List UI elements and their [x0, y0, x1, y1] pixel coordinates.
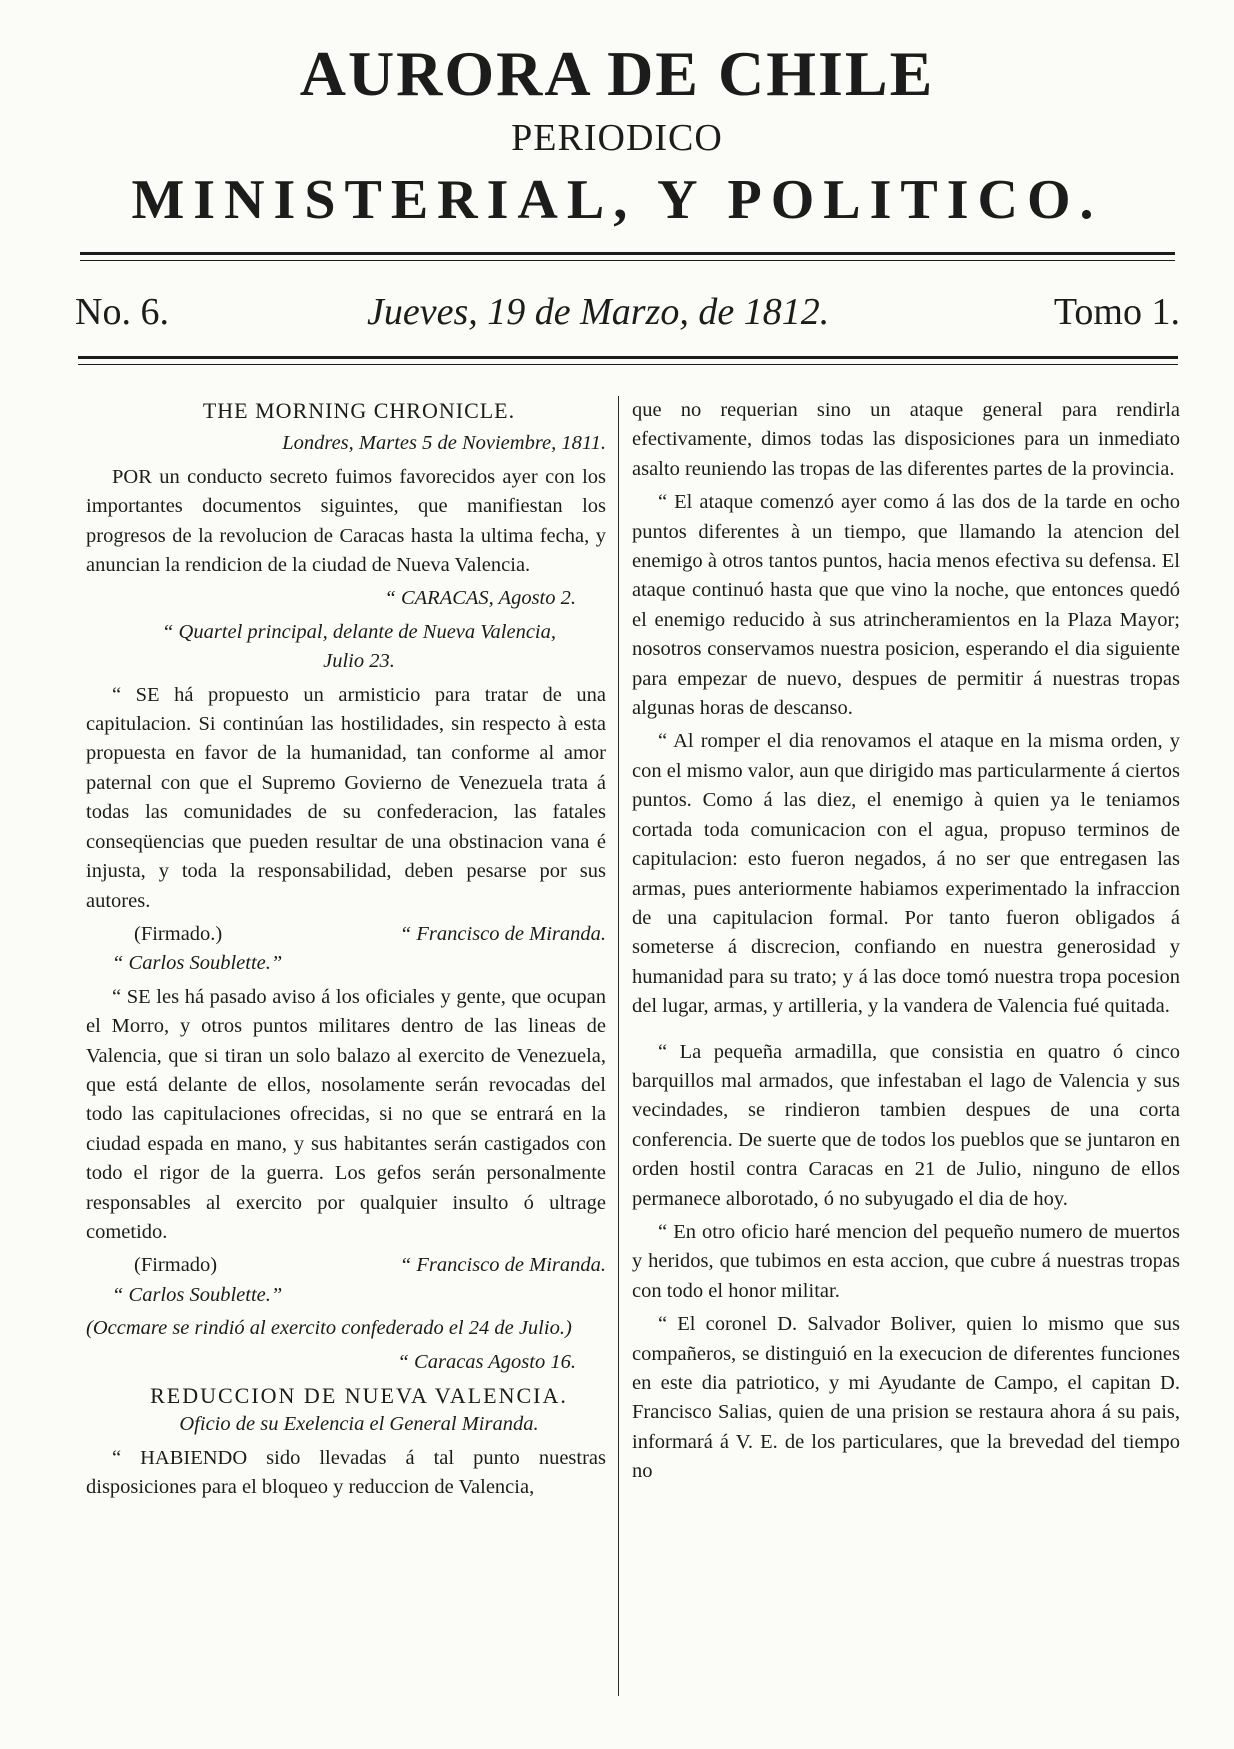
signature-line-1 — [86, 920, 606, 949]
left-column — [86, 396, 606, 1507]
doc2-body: “ SE les há pasado aviso á los oficiales y gente, que ocupan el Morro, y otros puntos militares dentro de las lineas de Valencia, que si tiran un solo balazo al exercito de Venezuela, que está delante de ellos, nosolamente serán revocadas del todo las capitulaciones ofrecidas, si no que se entrará en la ciudad espada en mano, y sus habitantes serán castigados con todo el rigor de la guerra. Los gefos serán personalmente responsables al exercito por qualquier insulto ó ultrage cometido. — [86, 985, 606, 1243]
signature-name-2: “ Carlos Soublette.” — [112, 952, 283, 975]
signature-name: “ Francisco de Miranda. — [399, 1254, 606, 1277]
signature-name: “ Francisco de Miranda. — [399, 922, 606, 945]
issue-number: No. 6. — [75, 291, 169, 333]
doc1-body: “ SE há propuesto un armisticio para tratar de una capitulacion. Si continúan las hostilidades, sin respecto à esta propuesta en favor de la humanidad, tan conforme al amor paternal con que el Supremo Govierno de Venezuela trata á todas las comunidades de su confederacion, las fatales conseqüencias que pueden resultar de una obstinacion vana é injusta, y toda la responsabilidad, deben pesarse por sus autores. — [86, 683, 606, 912]
paragraph-attack: “ El ataque comenzó ayer como á las dos de la tarde en ocho puntos diferentes à un tiempo, que llamando la atencion del enemigo à otros tantos puntos, hacia menos efectiva su defensa. El ataque continuó hasta que que vino la noche, que entonces quedó el enemigo reducido à sus atrincheramientos en la Plaza Mayor; nosotros conservamos nuestra posicion, esperando el dia siguiente para empezar de nuevo, despues de permitir á nuestras tropas algunas horas de descanso. — [632, 491, 1180, 720]
doc1-header-date: Julio 23. — [323, 650, 395, 673]
paragraph-armadilla: “ La pequeña armadilla, que consistia en quatro ó cinco barquillos mal armados, que infestaban el lago de Valencia y sus vecindades, se rindieron tambien despues de una corta conferencia. De suerte que de todos los pueblos que se juntaron en orden hostil contra Caracas en 21 de Julio, ninguno de ellos permanece alborotado, ó no subyugado el dia de hoy. — [632, 1040, 1180, 1210]
issue-date: Jueves, 19 de Marzo, de 1812. — [367, 291, 830, 333]
right-column — [632, 396, 1180, 1491]
section-heading: THE MORNING CHRONICLE. — [202, 398, 516, 423]
top-double-rule — [80, 252, 1175, 261]
doc3-body: “ HABIENDO sido llevadas á tal punto nuestras disposiciones para el bloqueo y reduccion de Valencia, — [86, 1446, 606, 1499]
paragraph-renewal: “ Al romper el dia renovamos el ataque en la misma orden, y con el mismo valor, aun que dirigido mas particularmente á ciertos puntos. Como á las diez, el enemigo à quien ya le teniamos cortada toda comunicacion con el agua, propuso terminos de capitulacion: esto fueron negados, á no ser que entregasen las armas, pues anteriormente habiamos experimentado la infraccion de una capitulacion formal. Por tanto fueron obligados á someterse á discrecion, confiando en nuestra generosidad y humanidad para su trato; y á las doce tomó nuestra tropa pocesion del lugar, armas, y artilleria, y la vandera de Valencia fué quitada. — [632, 730, 1180, 1018]
signed-label: (Firmado) — [134, 1254, 218, 1277]
newspaper-title: AURORA DE CHILE — [299, 38, 935, 109]
issue-dateline — [75, 290, 1180, 340]
doc3-title: REDUCCION DE NUEVA VALENCIA. — [150, 1383, 568, 1408]
doc1-header: “ Quartel principal, delante de Nueva Valencia, — [162, 620, 556, 643]
masthead — [0, 38, 1234, 232]
paragraph-casualties: “ En otro oficio haré mencion del pequeño numero de muertos y heridos, que tubimos en esta accion, que cubre á nuestras tropas con todo el honor militar. — [632, 1220, 1180, 1302]
signature-line-2 — [86, 1251, 606, 1280]
issue-volume: Tomo 1. — [1053, 291, 1180, 333]
editorial-note: (Occmare se rindió al exercito confederado el 24 de Julio.) — [86, 1317, 572, 1340]
signed-label: (Firmado.) — [134, 922, 223, 945]
section-dateline: Londres, Martes 5 de Noviembre, 1811. — [282, 432, 606, 455]
newspaper-subtitle-2: MINISTERIAL, Y POLITICO. — [131, 169, 1103, 231]
column-divider — [618, 396, 619, 1696]
newspaper-subtitle: PERIODICO — [511, 117, 723, 159]
doc3-subtitle: Oficio de su Exelencia el General Miranda. — [179, 1413, 539, 1436]
doc3-place: “ Caracas Agosto 16. — [397, 1350, 576, 1373]
paragraph-boliver: “ El coronel D. Salvador Boliver, quien lo mismo que sus compañeros, se distinguió en la execucion de diferentes funciones en este dia patriotico, y mi Ayudante de Campo, el capitan D. Francisco Salias, quien de una prision se restaura ahora á su pais, informará á V. E. de los particulares, que la brevedad del tiempo no — [632, 1313, 1180, 1483]
bottom-double-rule — [78, 356, 1178, 365]
doc1-place: “ CARACAS, Agosto 2. — [384, 587, 576, 610]
signature-name-2: “ Carlos Soublette.” — [112, 1283, 283, 1306]
continued-paragraph: que no requerian sino un ataque general para rendirla efectivamente, dimos todas las disposiciones para un inmediato asalto reuniendo las tropas de las diferentes partes de la provincia. — [632, 399, 1180, 480]
intro-paragraph: POR un conducto secreto fuimos favorecidos ayer con los importantes documentos siguintes, que manifiestan los progresos de la revolucion de Caracas hasta la ultima fecha, y anuncian la rendicion de la ciudad de Nueva Valencia. — [86, 465, 606, 577]
